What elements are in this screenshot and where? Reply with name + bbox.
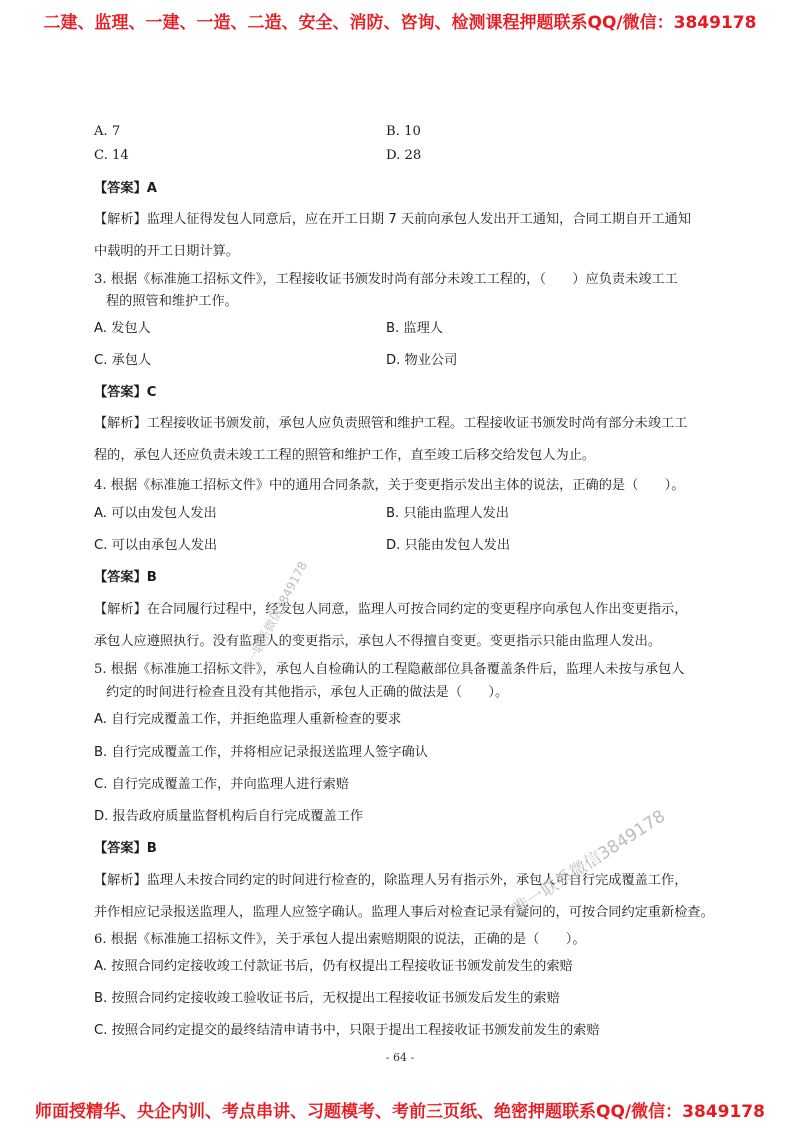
q4-answer: 【答案】B — [94, 570, 157, 585]
q3-stem-line: 3. 根据《标准施工招标文件》，工程接收证书颁发时尚有部分未竣工工程的，（ ）应负责未竣工工 — [94, 272, 678, 287]
q4-analysis-line: 承包人应遵照执行。没有监理人的变更指示，承包人不得擅自变更。变更指示只能由监理人发出。 — [94, 634, 662, 649]
page-number: - 64 - — [385, 1051, 415, 1064]
watermark: 唯一联系微信3849178 — [509, 806, 670, 920]
q3-option-b: B. 监理人 — [386, 321, 443, 336]
q3-option-c: C. 承包人 — [94, 353, 152, 368]
q4-analysis-line: 【解析】在合同履行过程中，经发包人同意，监理人可按合同约定的变更程序向承包人作出变更指示， — [94, 602, 688, 617]
q3-analysis-line: 【解析】工程接收证书颁发前，承包人应负责照管和维护工程。工程接收证书颁发时尚有部分未竣工工 — [94, 416, 688, 431]
q6-option-c: C. 按照合同约定提交的最终结清申请书中，只限于提出工程接收证书颁发前发生的索赔 — [94, 1023, 600, 1038]
q5-option-b: B. 自行完成覆盖工作，并将相应记录报送监理人签字确认 — [94, 745, 428, 760]
q5-analysis-line: 并作相应记录报送监理人，监理人应签字确认。监理人事后对检查记录有疑问的，可按合同约定重新检查。 — [94, 905, 714, 920]
q4-stem-line: 4. 根据《标准施工招标文件》中的通用合同条款，关于变更指示发出主体的说法，正确的是（ ）。 — [94, 478, 685, 493]
q4-option-d: D. 只能由发包人发出 — [386, 538, 511, 553]
q5-stem-line: 约定的时间进行检查且没有其他指示，承包人正确的做法是（ ）。 — [106, 685, 509, 700]
q2-option-c: C. 14 — [94, 148, 129, 163]
q5-option-a: A. 自行完成覆盖工作，并拒绝监理人重新检查的要求 — [94, 712, 402, 727]
q2-option-a: A. 7 — [94, 124, 121, 139]
q4-option-c: C. 可以由承包人发出 — [94, 538, 218, 553]
q5-answer: 【答案】B — [94, 841, 157, 856]
q5-stem-line: 5. 根据《标准施工招标文件》，承包人自检确认的工程隐蔽部位具备覆盖条件后，监理人未按与承包人 — [94, 662, 685, 677]
q4-option-b: B. 只能由监理人发出 — [386, 506, 509, 521]
q5-analysis-line: 【解析】监理人未按合同约定的时间进行检查的，除监理人另有指示外，承包人可自行完成覆盖工作， — [94, 873, 688, 888]
q3-option-a: A. 发包人 — [94, 321, 151, 336]
q5-option-c: C. 自行完成覆盖工作，并向监理人进行索赔 — [94, 777, 349, 792]
q4-option-a: A. 可以由发包人发出 — [94, 506, 217, 521]
q2-option-d: D. 28 — [386, 148, 422, 163]
q2-analysis-line: 中载明的开工日期计算。 — [94, 244, 240, 259]
watermark: 唯一联系微信3849178 — [238, 559, 311, 677]
q6-stem-line: 6. 根据《标准施工招标文件》，关于承包人提出索赔期限的说法，正确的是（ ）。 — [94, 932, 586, 947]
q3-stem-line: 程的照管和维护工作。 — [106, 294, 238, 309]
q2-analysis-line: 【解析】监理人征得发包人同意后，应在开工日期 7 天前向承包人发出开工通知，合同工期自开工通知 — [94, 212, 692, 227]
footer-banner: 师面授精华、央企内训、考点串讲、习题模考、考前三页纸、绝密押题联系QQ/微信：3849178 — [35, 1102, 765, 1122]
q3-analysis-line: 程的，承包人还应负责未竣工工程的照管和维护工作，直至竣工后移交给发包人为止。 — [94, 448, 596, 463]
q3-option-d: D. 物业公司 — [386, 353, 458, 368]
q2-answer: 【答案】A — [94, 181, 157, 196]
q2-option-b: B. 10 — [386, 124, 421, 139]
q6-option-b: B. 按照合同约定接收竣工验收证书后，无权提出工程接收证书颁发后发生的索赔 — [94, 991, 560, 1006]
q5-option-d: D. 报告政府质量监督机构后自行完成覆盖工作 — [94, 809, 364, 824]
q3-answer: 【答案】C — [94, 385, 157, 400]
q6-option-a: A. 按照合同约定接收竣工付款证书后，仍有权提出工程接收证书颁发前发生的索赔 — [94, 959, 573, 974]
header-banner: 二建、监理、一建、一造、二造、安全、消防、咨询、检测课程押题联系QQ/微信：3849178 — [43, 13, 757, 33]
